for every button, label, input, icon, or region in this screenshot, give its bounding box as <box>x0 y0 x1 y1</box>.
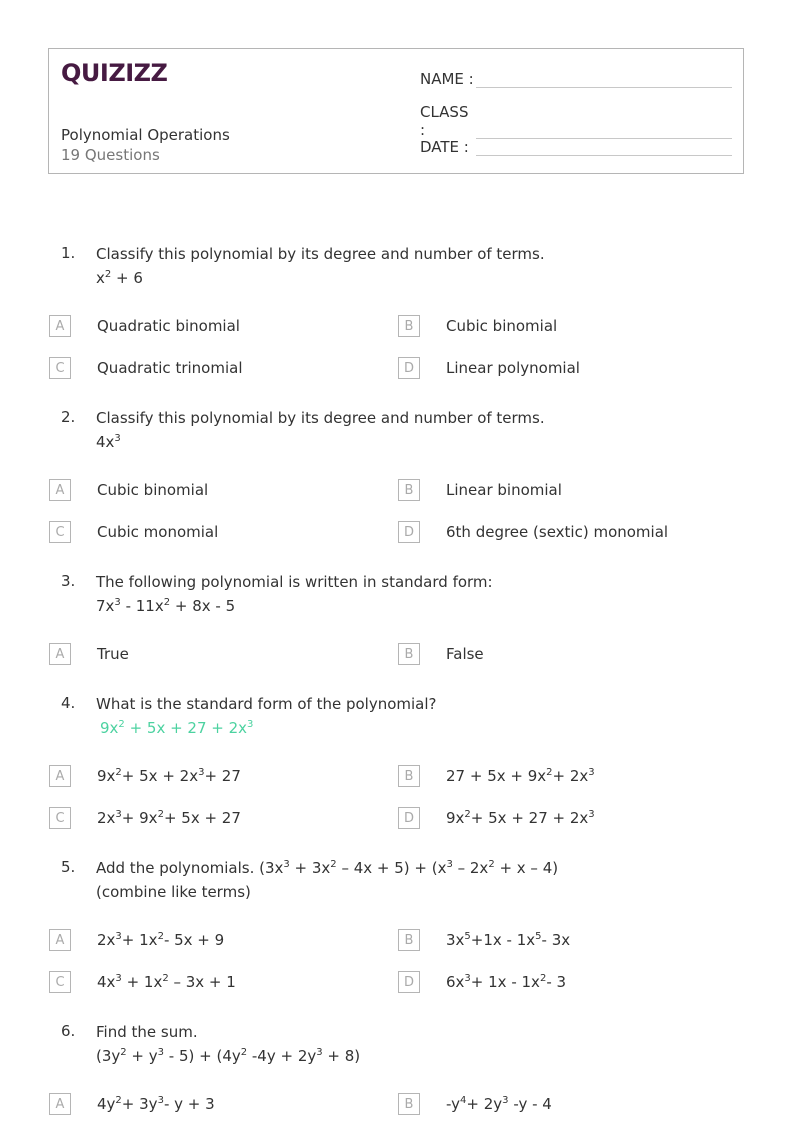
text-segment: - 11x <box>120 597 164 615</box>
question-line <box>96 1020 360 1044</box>
answer-option-d[interactable] <box>398 357 580 379</box>
exponent: 2 <box>115 767 122 778</box>
exponent: 2 <box>104 269 112 280</box>
option-letter-box[interactable]: B <box>398 765 420 787</box>
text-segment: 4x <box>97 973 116 991</box>
text-segment: 6x <box>446 973 465 991</box>
exponent: 4 <box>460 1095 467 1106</box>
text-segment: + 3x <box>289 859 331 877</box>
option-text <box>97 645 129 663</box>
worksheet-header <box>48 48 744 174</box>
answer-option-c[interactable] <box>49 971 236 993</box>
option-text <box>446 481 562 499</box>
option-letter-box[interactable]: A <box>49 1093 71 1115</box>
answer-option-a[interactable] <box>49 1093 215 1115</box>
text-segment: Cubic binomial <box>97 481 209 499</box>
answer-option-b[interactable] <box>398 765 595 787</box>
option-letter-box[interactable]: A <box>49 643 71 665</box>
date-label: DATE : <box>420 138 469 156</box>
text-segment: (3y <box>96 1047 121 1065</box>
option-letter-box[interactable]: A <box>49 929 71 951</box>
exponent: 2 <box>162 973 169 984</box>
option-letter-box[interactable]: C <box>49 807 71 829</box>
option-text <box>97 809 241 827</box>
text-segment: + 1x <box>121 973 163 991</box>
class-field <box>420 103 732 139</box>
exponent: 3 <box>464 973 471 984</box>
text-segment: Add the polynomials. (3x <box>96 859 284 877</box>
text-segment: – 2x <box>452 859 489 877</box>
question-number: 5. <box>61 858 76 876</box>
text-segment: + 1x - 1x <box>470 973 540 991</box>
option-letter-box[interactable]: A <box>49 765 71 787</box>
answer-option-c[interactable] <box>49 807 241 829</box>
text-segment: + 6 <box>111 269 143 287</box>
text-segment: + 5x + 27 + 2x <box>124 719 248 737</box>
answer-option-b[interactable] <box>398 1093 552 1115</box>
text-segment: Cubic binomial <box>446 317 558 335</box>
option-letter-box[interactable]: C <box>49 357 71 379</box>
exponent: 2 <box>115 1095 122 1106</box>
text-segment: Classify this polynomial by its degree and number of terms. <box>96 409 545 427</box>
exponent: 3 <box>316 1047 323 1058</box>
option-letter-box[interactable]: B <box>398 315 420 337</box>
text-segment: 6th degree (sextic) monomial <box>446 523 669 541</box>
answer-option-d[interactable] <box>398 807 595 829</box>
text-segment: False <box>446 645 484 663</box>
question-text <box>96 406 545 454</box>
exponent: 5 <box>535 931 542 942</box>
text-segment: + y <box>126 1047 158 1065</box>
text-segment: 3x <box>446 931 465 949</box>
exponent: 3 <box>157 1095 164 1106</box>
text-segment: + 2y <box>466 1095 503 1113</box>
text-segment: 9x <box>446 809 465 827</box>
text-segment: + 5x + 2x <box>121 767 199 785</box>
text-segment: + 8) <box>322 1047 361 1065</box>
question-line <box>96 242 545 266</box>
exponent: 2 <box>546 767 553 778</box>
text-segment: - 3 <box>546 973 567 991</box>
date-line <box>476 137 732 156</box>
exponent: 3 <box>588 767 595 778</box>
text-segment: 9x <box>100 719 119 737</box>
option-text <box>97 1095 215 1113</box>
text-segment: + 3y <box>121 1095 158 1113</box>
text-segment: Cubic monomial <box>97 523 219 541</box>
question-line <box>96 266 545 290</box>
text-segment: Linear polynomial <box>446 359 580 377</box>
text-segment: 7x <box>96 597 115 615</box>
exponent: 3 <box>283 859 290 870</box>
answer-option-b[interactable] <box>398 315 557 337</box>
text-segment: - 5x + 9 <box>163 931 225 949</box>
option-text <box>97 931 224 949</box>
question-line <box>96 594 493 618</box>
exponent: 5 <box>464 931 471 942</box>
question-count: 19 Questions <box>61 146 160 164</box>
text-segment: + 5x + 27 <box>163 809 241 827</box>
question-line <box>96 692 437 716</box>
option-letter-box[interactable]: B <box>398 479 420 501</box>
answer-option-b[interactable] <box>398 929 570 951</box>
text-segment: + 1x <box>121 931 158 949</box>
question-text <box>96 856 558 904</box>
exponent: 2 <box>464 809 471 820</box>
text-segment: + 27 <box>204 767 241 785</box>
answer-option-a[interactable] <box>49 479 208 501</box>
quizizz-logo: QUIZIZZ <box>61 59 168 87</box>
exponent: 2 <box>120 1047 127 1058</box>
exponent: 3 <box>502 1095 509 1106</box>
exponent: 2 <box>488 859 495 870</box>
option-letter-box[interactable]: D <box>398 521 420 543</box>
exponent: 3 <box>588 809 595 820</box>
exponent: 3 <box>115 809 122 820</box>
exponent: 2 <box>330 859 337 870</box>
question-line <box>96 856 558 880</box>
text-segment: – 3x + 1 <box>168 973 236 991</box>
option-letter-box[interactable]: A <box>49 315 71 337</box>
text-segment: 2x <box>97 809 116 827</box>
option-text <box>97 317 240 335</box>
answer-option-c[interactable] <box>49 521 218 543</box>
worksheet-title: Polynomial Operations <box>61 126 230 144</box>
question-number: 6. <box>61 1022 76 1040</box>
option-text <box>97 481 208 499</box>
text-segment: Quadratic binomial <box>97 317 240 335</box>
text-segment: – 4x + 5) + (x <box>336 859 447 877</box>
option-text <box>446 973 566 991</box>
question-line <box>96 430 545 454</box>
answer-option-a[interactable] <box>49 643 129 665</box>
exponent: 3 <box>115 931 122 942</box>
text-segment: (combine like terms) <box>96 883 251 901</box>
text-segment: Find the sum. <box>96 1023 198 1041</box>
text-segment: + 9x <box>121 809 158 827</box>
text-segment: 4x <box>96 433 115 451</box>
exponent: 2 <box>163 597 171 608</box>
option-text <box>446 317 557 335</box>
text-segment: + x – 4) <box>494 859 559 877</box>
option-text <box>97 523 218 541</box>
answer-option-b[interactable] <box>398 643 484 665</box>
answer-option-a[interactable] <box>49 315 240 337</box>
exponent: 3 <box>115 973 122 984</box>
exponent: 3 <box>114 597 121 608</box>
text-segment: - 3x <box>541 931 571 949</box>
option-text <box>446 1095 552 1113</box>
question-line <box>96 716 437 740</box>
exponent: 3 <box>114 433 121 444</box>
answer-option-b[interactable] <box>398 479 562 501</box>
exponent: 3 <box>446 859 453 870</box>
option-text <box>446 809 595 827</box>
question-text <box>96 242 545 290</box>
text-segment: - 5) + (4y <box>164 1047 241 1065</box>
text-segment: Linear binomial <box>446 481 562 499</box>
exponent: 2 <box>157 809 164 820</box>
text-segment: + 2x <box>552 767 589 785</box>
text-segment: Quadratic trinomial <box>97 359 243 377</box>
name-label: NAME : <box>420 70 474 88</box>
option-text <box>446 645 484 663</box>
option-letter-box[interactable]: D <box>398 971 420 993</box>
text-segment: - y + 3 <box>163 1095 215 1113</box>
question-number: 4. <box>61 694 76 712</box>
text-segment: True <box>97 645 129 663</box>
option-letter-box[interactable]: B <box>398 643 420 665</box>
option-letter-box[interactable]: C <box>49 971 71 993</box>
option-text <box>97 973 236 991</box>
text-segment: 9x <box>97 767 116 785</box>
name-line <box>476 69 732 88</box>
text-segment: Classify this polynomial by its degree and number of terms. <box>96 245 545 263</box>
text-segment: + 8x - 5 <box>170 597 236 615</box>
question-number: 2. <box>61 408 76 426</box>
option-letter-box[interactable]: D <box>398 807 420 829</box>
exponent: 2 <box>539 973 547 984</box>
option-text <box>97 359 243 377</box>
name-field <box>420 69 732 88</box>
text-segment: x <box>96 269 105 287</box>
answer-option-a[interactable] <box>49 929 224 951</box>
question-text <box>96 1020 360 1068</box>
answer-option-d[interactable] <box>398 971 566 993</box>
question-number: 3. <box>61 572 76 590</box>
text-segment: 2x <box>97 931 116 949</box>
option-text <box>446 359 580 377</box>
option-text <box>446 523 668 541</box>
text-segment: + 5x + 27 + 2x <box>470 809 589 827</box>
option-text <box>446 931 570 949</box>
answer-option-a[interactable] <box>49 765 241 787</box>
exponent: 2 <box>240 1047 248 1058</box>
question-line <box>96 1044 360 1068</box>
option-letter-box[interactable]: A <box>49 479 71 501</box>
option-letter-box[interactable]: B <box>398 1093 420 1115</box>
exponent: 2 <box>157 931 164 942</box>
exponent: 3 <box>198 767 205 778</box>
exponent: 2 <box>118 719 125 730</box>
text-segment: -y <box>446 1095 461 1113</box>
option-text <box>446 767 595 785</box>
question-line <box>96 406 545 430</box>
question-number: 1. <box>61 244 76 262</box>
option-letter-box[interactable]: C <box>49 521 71 543</box>
option-letter-box[interactable]: B <box>398 929 420 951</box>
question-text <box>96 570 493 618</box>
text-segment: -4y + 2y <box>247 1047 317 1065</box>
option-text <box>97 767 241 785</box>
text-segment: +1x - 1x <box>470 931 536 949</box>
class-label: CLASS : <box>420 103 469 139</box>
answer-option-c[interactable] <box>49 357 243 379</box>
date-field <box>420 137 732 156</box>
question-line <box>96 570 493 594</box>
text-segment: 27 + 5x + 9x <box>446 767 547 785</box>
text-segment: -y - 4 <box>508 1095 552 1113</box>
text-segment: The following polynomial is written in standard form: <box>96 573 493 591</box>
exponent: 3 <box>247 719 254 730</box>
text-segment: What is the standard form of the polynomial? <box>96 695 437 713</box>
answer-option-d[interactable] <box>398 521 668 543</box>
exponent: 3 <box>157 1047 165 1058</box>
option-letter-box[interactable]: D <box>398 357 420 379</box>
question-line <box>96 880 558 904</box>
question-text <box>96 692 437 740</box>
text-segment: 4y <box>97 1095 116 1113</box>
